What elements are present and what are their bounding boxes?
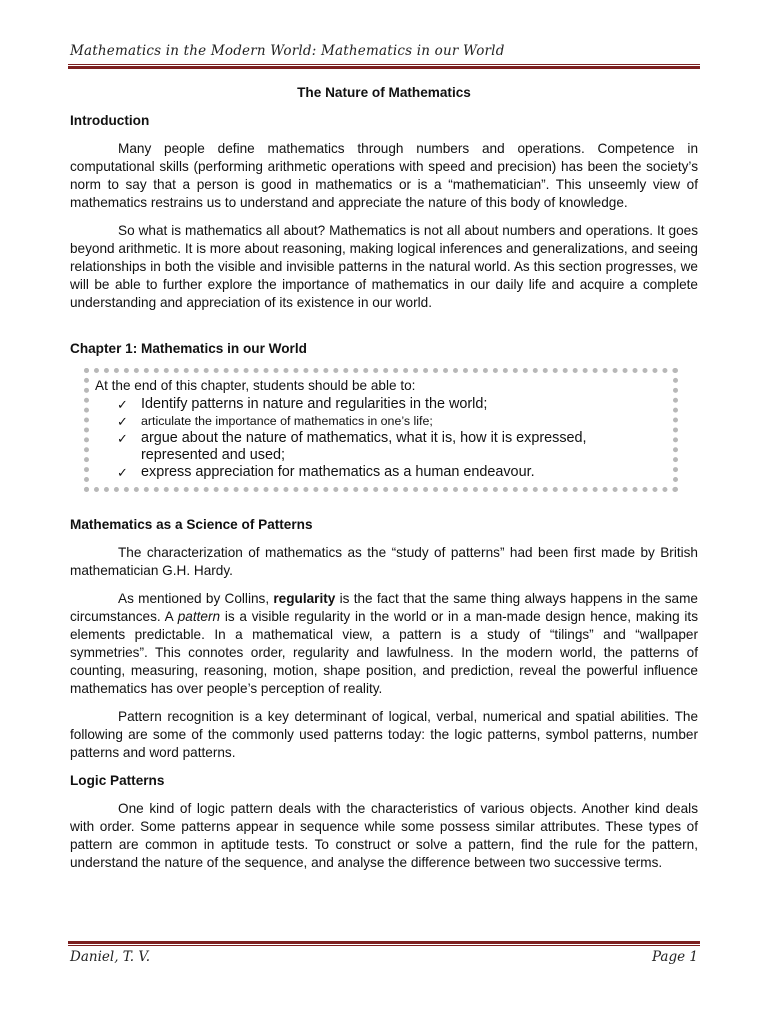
header-rule-thick bbox=[68, 66, 700, 69]
section-gap bbox=[70, 506, 698, 516]
objectives-list bbox=[95, 396, 663, 481]
intro-paragraph-2: So what is mathematics all about? Mathematics is not all about numbers and operations. It goes beyond arithmetic. It is more about reasoning, making logical inferences and generalizations, and seeing relationships in both the visible and invisible patterns in the natural world. As this section progresses, we will be able to further explore the importance of mathematics in our daily life and acquire a complete understanding and appreciation of its existence in our world. bbox=[70, 223, 698, 310]
document-body bbox=[70, 84, 698, 882]
intro-paragraph-1: Many people define mathematics through numbers and operations. Competence in computational skills (performing arithmetic operations with speed and precision) has been the society’s norm to say that a person is good in mathematics or is a “mathematician”. This unseemly view of mathematics restrains us to understand and appreciate the nature of this body of knowledge. bbox=[70, 141, 698, 210]
science-paragraph-1: The characterization of mathematics as the “study of patterns” had been first made by British mathematician G.H. Hardy. bbox=[70, 545, 698, 578]
chapter-heading: Chapter 1: Mathematics in our World bbox=[70, 341, 307, 356]
check-mark-icon: ✓ bbox=[117, 431, 128, 446]
objective-item bbox=[117, 430, 663, 464]
footer-rule-thin bbox=[68, 945, 700, 946]
science-paragraph-3: Pattern recognition is a key determinant of logical, verbal, numerical and spatial abilities. The following are some of the commonly used patterns today: the logic patterns, symbol patterns, number patterns and word patterns. bbox=[70, 709, 698, 760]
text-run: is a visible regularity in the world or in a man-made design hence, making its elements predictable. In a mathematical view, a pattern is a study of “tilings” and “wallpaper symmetries”. This connotes order, regularity and lawfulness. In the modern world, the patterns of counting, measuring, reasoning, motion, shape position, and prediction, reveal the powerful influence mathematics has over people’s perception of reality. bbox=[70, 609, 698, 696]
objective-text: argue about the nature of mathematics, what it is, how it is expressed, represented and used; bbox=[141, 430, 587, 463]
footer-rule-thick bbox=[68, 941, 700, 944]
text-run: is the fact that the same thing always happens in the same circumstances. A bbox=[70, 591, 698, 624]
objective-text: express appreciation for mathematics as a human endeavour. bbox=[141, 464, 535, 480]
objective-item bbox=[117, 413, 663, 430]
objective-text: articulate the importance of mathematics in one’s life; bbox=[141, 414, 433, 428]
logic-patterns-heading: Logic Patterns bbox=[70, 773, 165, 788]
term-pattern: pattern bbox=[177, 609, 221, 624]
footer-author: Daniel, T. V. bbox=[70, 949, 151, 965]
check-mark-icon: ✓ bbox=[117, 465, 128, 480]
objectives-intro: At the end of this chapter, students should be able to: bbox=[95, 378, 416, 393]
objective-item bbox=[117, 464, 663, 481]
header-rule-thin bbox=[68, 64, 700, 65]
check-mark-icon: ✓ bbox=[117, 414, 128, 429]
science-paragraph-2 bbox=[70, 590, 698, 698]
term-regularity: regularity bbox=[273, 591, 336, 606]
running-header: Mathematics in the Modern World: Mathematics in our World bbox=[70, 43, 505, 59]
objective-text: Identify patterns in nature and regularities in the world; bbox=[141, 396, 488, 412]
learning-objectives-box bbox=[84, 368, 678, 492]
science-of-patterns-heading: Mathematics as a Science of Patterns bbox=[70, 517, 313, 532]
check-mark-icon: ✓ bbox=[117, 397, 128, 412]
footer-page-number: Page 1 bbox=[651, 949, 698, 965]
objective-item bbox=[117, 396, 663, 413]
logic-paragraph-1: One kind of logic pattern deals with the characteristics of various objects. Another kind deals with order. Some patterns appear in sequence while some possess similar attributes. These types of pattern are common in aptitude tests. To construct or solve a pattern, find the rule for the pattern, understand the nature of the sequence, and analyse the difference between two successive terms. bbox=[70, 801, 698, 870]
document-title: The Nature of Mathematics bbox=[297, 85, 471, 100]
introduction-heading: Introduction bbox=[70, 113, 150, 128]
section-gap bbox=[70, 322, 698, 340]
text-run: As mentioned by Collins, bbox=[118, 591, 274, 606]
